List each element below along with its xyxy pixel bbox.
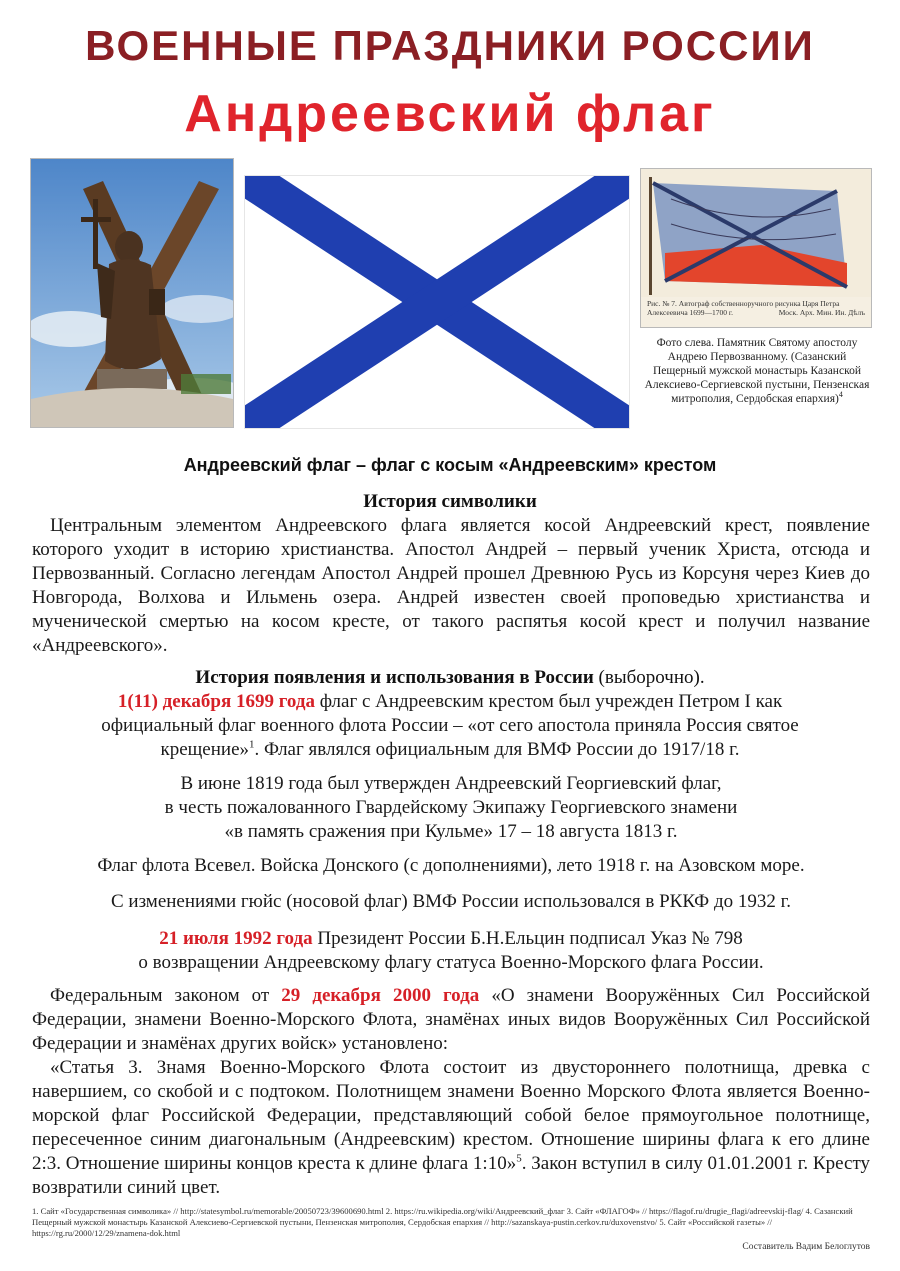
section-heading-symbolism: История символики <box>363 491 537 512</box>
sketch-caption-line2: Алексеевича 1699—1700 г. <box>647 308 734 317</box>
history-paragraph-1932: С изменениями гюйс (носовой флаг) ВМФ России использовался в РККФ до 1932 г. <box>110 891 792 912</box>
date-1699: 1(11) декабря 1699 года <box>117 691 315 712</box>
history-paragraph-1819: В июне 1819 года был утвержден Андреевский Георгиевский флаг, в честь пожалованного Гвардейскому Экипажу Георгиевского знамени «в память сражения при Кульме» 17 – 18 августа 1813 г. <box>164 773 738 842</box>
date-1992: 21 июля 1992 года <box>159 928 313 949</box>
symbolism-text: Центральным элементом Андреевского флага является косой Андреевский крест, появление которого уходит в историю христианства. Апостол Андрей – первый ученик Христа, отсюда и Первозванный. Согласно легендам Апостол Андрей прошел Древнюю Русь из Корсуня через Киев до Новгорода, Волхова и Ильмень озера. Андрей известен своей проповедью христианства и мученической смертью на косом кресте, от такого распятья косой крест и получил название «Андреевского». <box>32 515 870 656</box>
flag-subtitle: Андреевский флаг – флаг с косым «Андреевским» крестом <box>183 455 717 475</box>
author-credit: Составитель Вадим Белоглутов <box>742 1242 870 1252</box>
monument-photo <box>30 158 234 428</box>
photo-caption: Фото слева. Памятник Святому апостолу Андрею Первозванному. (Сазанский Пещерный мужской монастырь Казанской Алексиево-Сергиевской пустыни, Пензенская митрополия, Сердобская епархия)$^4$ <box>644 337 870 405</box>
flag-sketch-illustration <box>641 169 871 297</box>
history-paragraph-1992: 21 июля 1992 года Президент России Б.Н.Ельцин подписал Указ № 798 о возвращении Андреевскому флагу статуса Военно-Морского флага России. <box>138 928 764 973</box>
history-paragraph-1918: Флаг флота Всевел. Войска Донского (с дополнениями), лето 1918 г. на Азовском море. <box>97 855 805 876</box>
history-paragraph-2000: Федеральным законом от 29 декабря 2000 года «О знамени Вооружённых Сил Российской Федерации, знамени Военно-Морского Флота, знамёнах иных видов Вооружённых Сил Российской Федерации и знамёнах других войск» установлено: <box>32 985 870 1054</box>
page-title: ВОЕННЫЕ ПРАЗДНИКИ РОССИИ <box>85 22 815 69</box>
sketch-caption-line1: Рис. № 7. Автограф собственноручного рисунка Царя Петра <box>647 299 840 308</box>
date-2000: 29 декабря 2000 года <box>281 985 480 1006</box>
history-paragraph-1699: 1(11) декабря 1699 года флаг с Андреевским крестом был учрежден Петром I как официальный флаг военного флота России – «от сего апостола приняла Россия святое крещение»$^1$. Флаг являлся официальным для ВМФ России до 1917/18 г. <box>101 691 799 760</box>
section-heading-history: История появления и использования в России (выборочно). <box>195 667 705 688</box>
page-subtitle: Андреевский флаг <box>184 85 716 143</box>
saltire-cross <box>245 176 629 428</box>
law-article-quote: «Статья 3. Знамя Военно-Морского Флота состоит из двустороннего полотнища, древка с навершием, со скобой и с подтоком. Полотнищем знамени Военно Морского Флота является Военно-морской флаг Российской Федерации, представляющий собой белое прямоугольное полотнище, пересеченное синим диагональным (Андреевским) крестом. Отношение ширины флага к его длине 2:3. Отношение ширины концов креста к длине флага 1:10»$^5$. Закон вступил в силу 01.01.2001 г. Кресту возвратили синий цвет. <box>32 1057 870 1198</box>
peter-sketch-photo <box>640 168 872 328</box>
sketch-caption-archive: Моск. Арх. Мин. Ин. Дѣлъ <box>778 308 865 317</box>
st-andrews-flag <box>244 175 630 429</box>
footnotes: 1. Сайт «Государственная символика» // http://statesymbol.ru/memorable/20050723/39600690.html 2. https://ru.wikipedia.org/wiki/Андреевский_флаг 3. Сайт «ФЛАГОФ» // https://flagof.ru/drugie_flagi/adreevskij-flag/ 4. Сазанский Пещерный мужской монастырь Казанской Алексиево-Сергиевской пустыни, Пензенская митрополия, Сердобская епархия // http://sazanskaya-pustin.cerkov.ru/duxovenstvo/ 5. Сайт «Российской газеты» // https://rg.ru/2000/12/29/znamena-dok.html <box>32 1206 853 1238</box>
monument-illustration <box>31 159 233 427</box>
